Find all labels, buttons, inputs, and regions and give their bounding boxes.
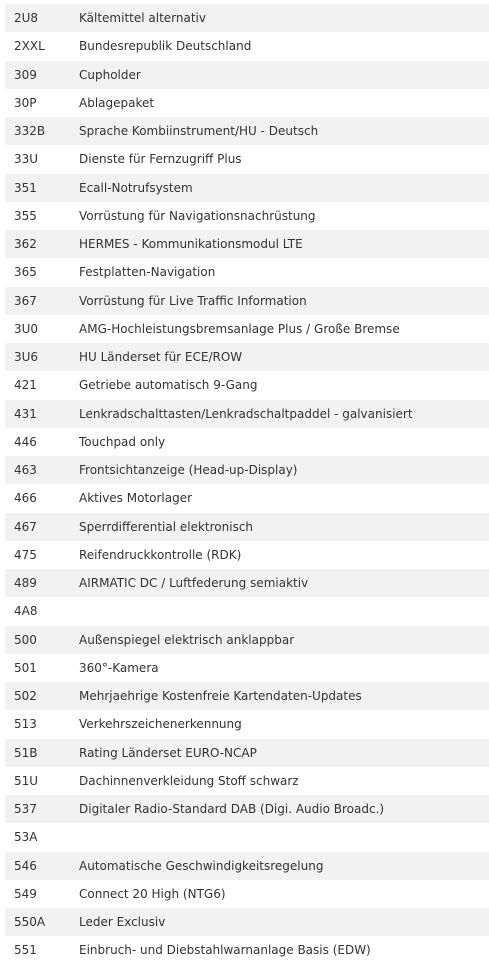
list-item <box>5 795 489 823</box>
options-list <box>5 4 489 965</box>
list-item <box>5 823 489 851</box>
list-item <box>5 484 489 512</box>
option-code: 2U8 <box>14 11 39 26</box>
list-item <box>5 880 489 908</box>
option-code: 466 <box>14 491 37 506</box>
option-code: 355 <box>14 208 37 223</box>
list-item <box>5 739 489 767</box>
option-code: 351 <box>14 180 37 195</box>
list-item <box>5 258 489 286</box>
option-code: 501 <box>14 660 37 675</box>
option-code: 546 <box>14 858 37 873</box>
option-description: Frontsichtanzeige (Head-up-Display) <box>79 463 298 478</box>
option-description: Cupholder <box>79 67 141 82</box>
option-code: 550A <box>14 915 46 930</box>
option-description: Touchpad only <box>79 434 166 449</box>
option-code: 362 <box>14 237 37 252</box>
option-code: 30P <box>14 95 37 110</box>
list-item <box>5 456 489 484</box>
option-description: Sprache Kombiinstrument/HU - Deutsch <box>79 124 319 139</box>
option-code: 421 <box>14 378 37 393</box>
list-item <box>5 654 489 682</box>
option-code: 502 <box>14 689 37 704</box>
list-item <box>5 597 489 625</box>
option-code: 51B <box>14 745 38 760</box>
list-item <box>5 117 489 145</box>
list-item <box>5 569 489 597</box>
option-description: 360°-Kamera <box>79 660 159 675</box>
option-description: AIRMATIC DC / Luftfederung semiaktiv <box>79 576 309 591</box>
option-description: Außenspiegel elektrisch anklappbar <box>79 632 295 647</box>
option-description: Rating Länderset EURO-NCAP <box>79 745 257 760</box>
list-item <box>5 230 489 258</box>
option-code: 551 <box>14 943 37 958</box>
option-code: 332B <box>14 124 46 139</box>
option-code: 33U <box>14 152 39 167</box>
list-item <box>5 145 489 173</box>
option-description: Reifendruckkontrolle (RDK) <box>79 547 242 562</box>
list-item <box>5 61 489 89</box>
option-code: 53A <box>14 830 38 845</box>
option-code: 431 <box>14 406 37 421</box>
list-item <box>5 32 489 60</box>
list-item <box>5 852 489 880</box>
option-description: Automatische Geschwindigkeitsregelung <box>79 858 324 873</box>
list-item <box>5 89 489 117</box>
list-item <box>5 908 489 936</box>
option-code: 446 <box>14 434 37 449</box>
list-item <box>5 202 489 230</box>
list-item <box>5 400 489 428</box>
list-item <box>5 428 489 456</box>
option-code: 489 <box>14 576 37 591</box>
list-item <box>5 4 489 32</box>
option-code: 475 <box>14 547 37 562</box>
option-code: 537 <box>14 802 37 817</box>
option-code: 309 <box>14 67 37 82</box>
option-description: Festplatten-Navigation <box>79 265 216 280</box>
option-code: 3U0 <box>14 321 39 336</box>
option-description: Aktives Motorlager <box>79 491 193 506</box>
option-description: Lenkradschalttasten/Lenkradschaltpaddel - galvanisiert <box>79 406 413 421</box>
option-description: Verkehrszeichenerkennung <box>79 717 242 732</box>
list-item <box>5 315 489 343</box>
option-description: HU Länderset für ECE/ROW <box>79 350 243 365</box>
option-description: Dachinnenverkleidung Stoff schwarz <box>79 773 299 788</box>
option-description: AMG-Hochleistungsbremsanlage Plus / Große Bremse <box>79 321 400 336</box>
list-item <box>5 767 489 795</box>
list-item <box>5 343 489 371</box>
option-description: Vorrüstung für Navigationsnachrüstung <box>79 208 316 223</box>
list-item <box>5 513 489 541</box>
list-item <box>5 710 489 738</box>
option-description: Dienste für Fernzugriff Plus <box>79 152 242 167</box>
option-code: 2XXL <box>14 39 45 54</box>
list-item <box>5 682 489 710</box>
list-item <box>5 936 489 964</box>
option-description: HERMES - Kommunikationsmodul LTE <box>79 237 303 252</box>
option-description: Connect 20 High (NTG6) <box>79 886 226 901</box>
option-description: Einbruch- und Diebstahlwarnanlage Basis (EDW) <box>79 943 371 958</box>
option-description: Ablagepaket <box>79 95 155 110</box>
option-description: Vorrüstung für Live Traffic Information <box>79 293 307 308</box>
option-description: Digitaler Radio-Standard DAB (Digi. Audio Broadc.) <box>79 802 385 817</box>
option-code: 549 <box>14 886 37 901</box>
option-code: 463 <box>14 463 37 478</box>
option-description: Kältemittel alternativ <box>79 11 206 26</box>
option-code: 467 <box>14 519 37 534</box>
list-item <box>5 541 489 569</box>
list-item <box>5 174 489 202</box>
option-code: 4A8 <box>14 604 38 619</box>
option-description: Ecall-Notrufsystem <box>79 180 193 195</box>
option-description: Sperrdifferential elektronisch <box>79 519 254 534</box>
list-item <box>5 287 489 315</box>
option-code: 51U <box>14 773 39 788</box>
option-description: Getriebe automatisch 9-Gang <box>79 378 258 393</box>
option-description: Bundesrepublik Deutschland <box>79 39 252 54</box>
option-code: 513 <box>14 717 37 732</box>
option-description: Mehrjaehrige Kostenfreie Kartendaten-Updates <box>79 689 362 704</box>
option-code: 365 <box>14 265 37 280</box>
option-code: 367 <box>14 293 37 308</box>
list-item <box>5 626 489 654</box>
option-code: 500 <box>14 632 37 647</box>
option-description: Leder Exclusiv <box>79 915 166 930</box>
option-code: 3U6 <box>14 350 39 365</box>
list-item <box>5 371 489 399</box>
